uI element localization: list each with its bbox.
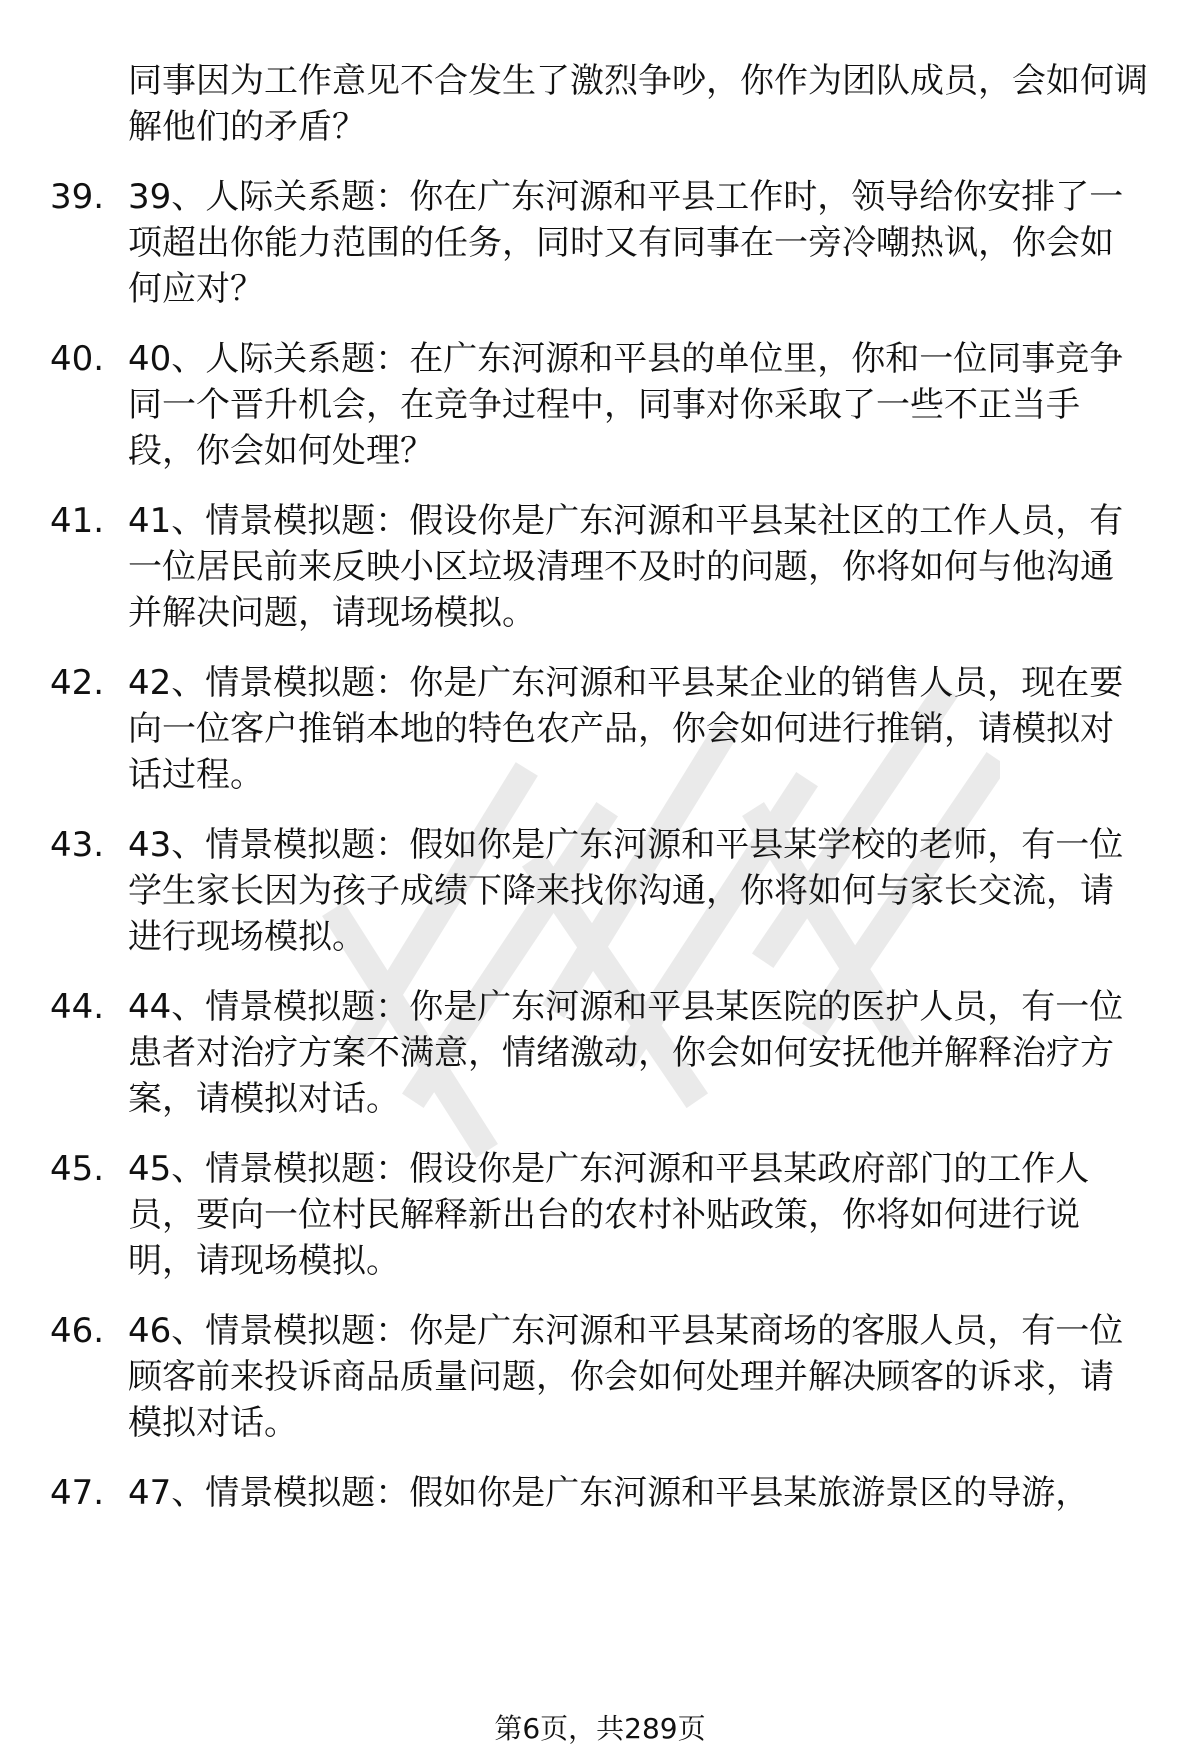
page-footer: 第6页，共289页 [494,1712,706,1745]
list-item [50,1146,1150,1284]
list-item-number: 39. [50,177,105,217]
list-item-number: 43. [50,825,105,865]
list-item-number: 47. [50,1473,105,1513]
list-item [50,174,1150,312]
list-item-text: 40、人际关系题：在广东河源和平县的单位里，你和一位同事竞争同一个晋升机会，在竞争过程中，同事对你采取了一些不正当手段，你会如何处理？ [128,339,1124,471]
list-item-text: 44、情景模拟题：你是广东河源和平县某医院的医护人员，有一位患者对治疗方案不满意，情绪激动，你会如何安抚他并解释治疗方案，请模拟对话。 [128,987,1124,1119]
list-item [50,660,1150,798]
list-item [50,1470,1150,1516]
list-item-number: 40. [50,339,105,379]
list-item-text: 41、情景模拟题：假设你是广东河源和平县某社区的工作人员，有一位居民前来反映小区垃圾清理不及时的问题，你将如何与他沟通并解决问题，请现场模拟。 [128,501,1124,633]
list-item-number: 42. [50,663,105,703]
list-item [50,498,1150,636]
list-item-number: 41. [50,501,105,541]
list-item-text: 43、情景模拟题：假如你是广东河源和平县某学校的老师，有一位学生家长因为孩子成绩下降来找你沟通，你将如何与家长交流，请进行现场模拟。 [128,825,1124,957]
list-item-text: 39、人际关系题：你在广东河源和平县工作时，领导给你安排了一项超出你能力范围的任务，同时又有同事在一旁冷嘲热讽，你会如何应对？ [128,177,1124,309]
list-item-number: 44. [50,987,105,1027]
list-item-text: 46、情景模拟题：你是广东河源和平县某商场的客服人员，有一位顾客前来投诉商品质量问题，你会如何处理并解决顾客的诉求，请模拟对话。 [128,1311,1124,1443]
list-item-text: 45、情景模拟题：假设你是广东河源和平县某政府部门的工作人员，要向一位村民解释新出台的农村补贴政策，你将如何进行说明，请现场模拟。 [128,1149,1090,1281]
list-item-text: 42、情景模拟题：你是广东河源和平县某企业的销售人员，现在要向一位客户推销本地的特色农产品，你会如何进行推销，请模拟对话过程。 [128,663,1124,795]
list-item-number: 45. [50,1149,105,1189]
list-item [50,1308,1150,1446]
list-item [50,336,1150,474]
list-item-text: 47、情景模拟题：假如你是广东河源和平县某旅游景区的导游， [128,1473,1090,1513]
list-item [50,822,1150,960]
list-item [50,984,1150,1122]
continuation-paragraph: 同事因为工作意见不合发生了激烈争吵，你作为团队成员，会如何调解他们的矛盾？ [128,61,1148,147]
list-item-number: 46. [50,1311,105,1351]
